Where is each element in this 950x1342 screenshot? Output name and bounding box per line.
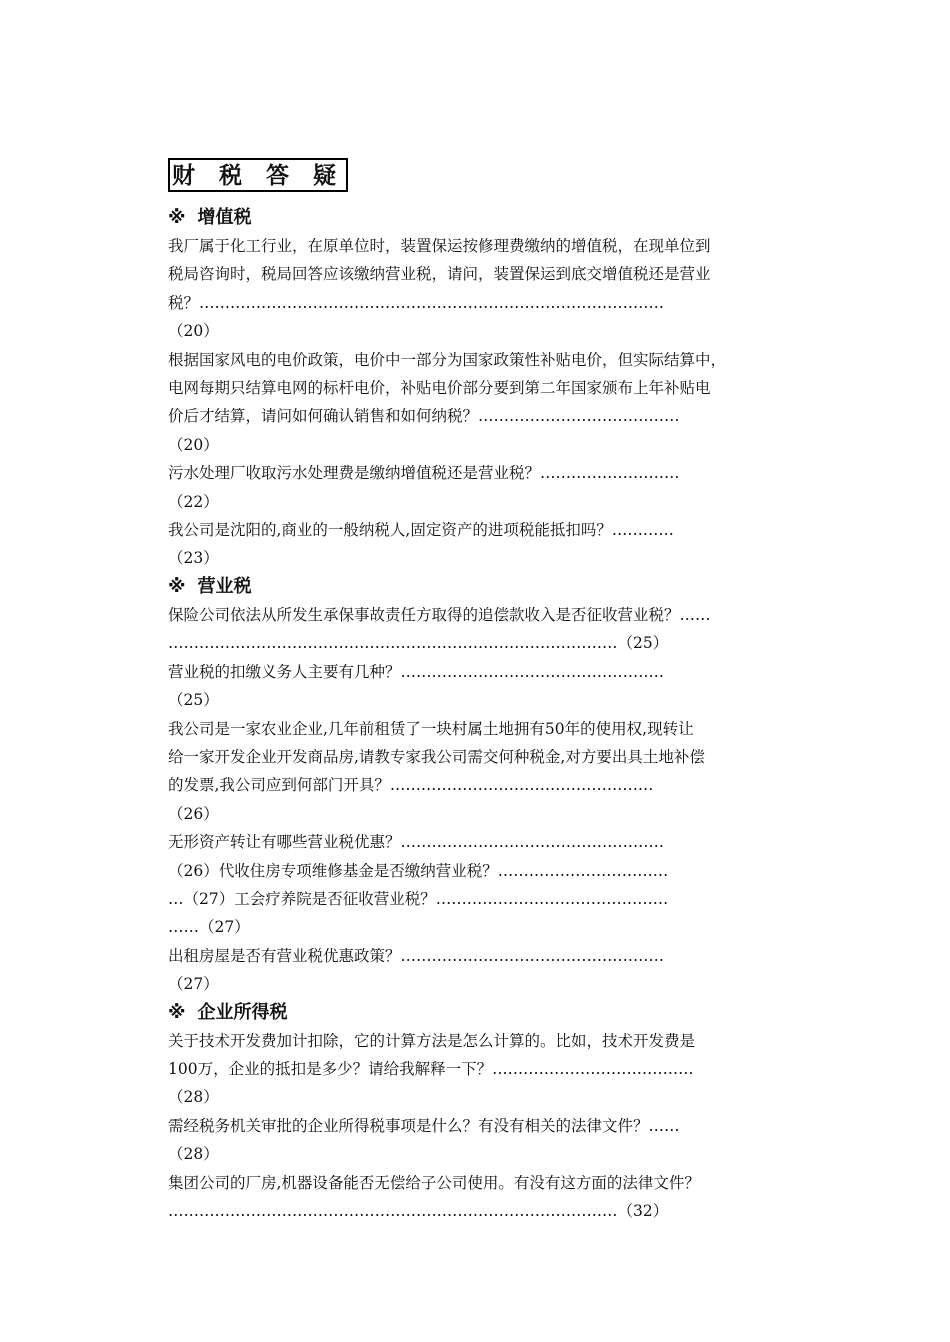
- toc-entry-line: （23）: [168, 549, 219, 568]
- toc-entry-line: ……………………………………………………………………………（32）: [168, 1202, 669, 1220]
- toc-entry-line: 我厂属于化工行业，在原单位时，装置保运按修理费缴纳的增值税，在现单位到: [168, 237, 711, 255]
- toc-entry-line: 无形资产转让有哪些营业税优惠？……………………………………………: [168, 833, 665, 852]
- section-title: 营业税: [197, 575, 252, 597]
- toc-entry[interactable]: [168, 715, 840, 829]
- toc-entry[interactable]: [168, 942, 840, 999]
- toc-entry[interactable]: [168, 346, 840, 460]
- toc-entry-line: 电网每期只结算电网的标杆电价，补贴电价部分要到第二年国家颁布上年补贴电: [168, 379, 711, 398]
- toc-entry-line: 根据国家风电的电价政策，电价中一部分为国家政策性补贴电价，但实际结算中，: [168, 350, 727, 369]
- toc-entry-line: 我公司是沈阳的,商业的一般纳税人,固定资产的进项税能抵扣吗？…………: [168, 521, 674, 540]
- section-heading: [168, 573, 840, 601]
- toc-entry-line: （28）: [168, 1088, 219, 1107]
- toc-entry-line: 100万，企业的抵扣是多少？请给我解释一下？…………………………………: [168, 1059, 694, 1078]
- toc-entry[interactable]: [168, 658, 840, 715]
- toc-entry-line: 价后才结算，请问如何确认销售和如何纳税？…………………………………: [168, 407, 680, 426]
- toc-entry-line: 出租房屋是否有营业税优惠政策？……………………………………………: [168, 946, 665, 965]
- toc-entry[interactable]: [168, 516, 840, 573]
- toc-entry-line: 营业税的扣缴义务人主要有几种？……………………………………………: [168, 662, 665, 681]
- toc-entry-line: （26）: [168, 804, 219, 823]
- toc-entry-line: ……（27）: [168, 918, 250, 937]
- toc-entry-line: 的发票,我公司应到何部门开具？……………………………………………: [168, 776, 654, 795]
- section-heading: [168, 204, 840, 232]
- toc-entry-line: 我公司是一家农业企业,几年前租赁了一块村属土地拥有50年的使用权,现转让: [168, 719, 694, 738]
- reference-mark-icon: ※: [168, 575, 186, 597]
- toc-entry-line: 税局咨询时，税局回答应该缴纳营业税，请问，装置保运到底交增值税还是营业: [168, 265, 711, 284]
- toc-entry-line: 污水处理厂收取污水处理费是缴纳增值税还是营业税？………………………: [168, 464, 680, 483]
- toc-entry-line: （28）: [168, 1145, 219, 1164]
- toc-entry[interactable]: [168, 1112, 840, 1169]
- toc-entry-line: （20）: [168, 435, 219, 454]
- reference-mark-icon: ※: [168, 207, 186, 228]
- toc-entry-line: 给一家开发企业开发商品房,请教专家我公司需交何种税金,对方要出具土地补偿: [168, 747, 705, 766]
- reference-mark-icon: ※: [168, 1001, 186, 1023]
- page-title: 财 税 答 疑: [168, 158, 348, 192]
- toc-entry[interactable]: [168, 1169, 840, 1226]
- toc-entry-line: （22）: [168, 492, 219, 511]
- toc-entry-line: ……………………………………………………………………………（25）: [168, 634, 669, 653]
- toc-entry-line: 关于技术开发费加计扣除，它的计算方法是怎么计算的。比如，技术开发费是: [168, 1031, 696, 1050]
- toc-entry-line: …（27）工会疗养院是否征收营业税？………………………………………: [168, 889, 669, 908]
- section-heading: [168, 999, 840, 1027]
- toc-entry[interactable]: [168, 232, 840, 346]
- section-title: 增值税: [197, 207, 252, 228]
- toc-entry-line: 集团公司的厂房,机器设备能否无偿给子公司使用。有没有这方面的法律文件？: [168, 1173, 700, 1192]
- toc-entry[interactable]: [168, 1027, 840, 1112]
- toc-entry[interactable]: [168, 459, 840, 516]
- toc-entry-line: 保险公司依法从所发生承保事故责任方取得的追偿款收入是否征收营业税？……: [168, 605, 711, 624]
- toc-entry-line: 税？………………………………………………………………………………: [168, 293, 665, 312]
- toc-entry[interactable]: [168, 601, 840, 658]
- section-title: 企业所得税: [197, 1001, 288, 1023]
- toc-entry[interactable]: [168, 828, 840, 942]
- document-page: [168, 158, 840, 1225]
- toc-entry-line: （27）: [168, 975, 219, 994]
- toc-entry-line: （20）: [168, 322, 219, 341]
- toc-entry-line: 需经税务机关审批的企业所得税事项是什么？有没有相关的法律文件？……: [168, 1116, 680, 1135]
- toc-entry-line: （26）代收住房专项维修基金是否缴纳营业税？……………………………: [168, 861, 669, 880]
- toc-entry-line: （25）: [168, 691, 219, 710]
- table-of-contents: [168, 204, 840, 1225]
